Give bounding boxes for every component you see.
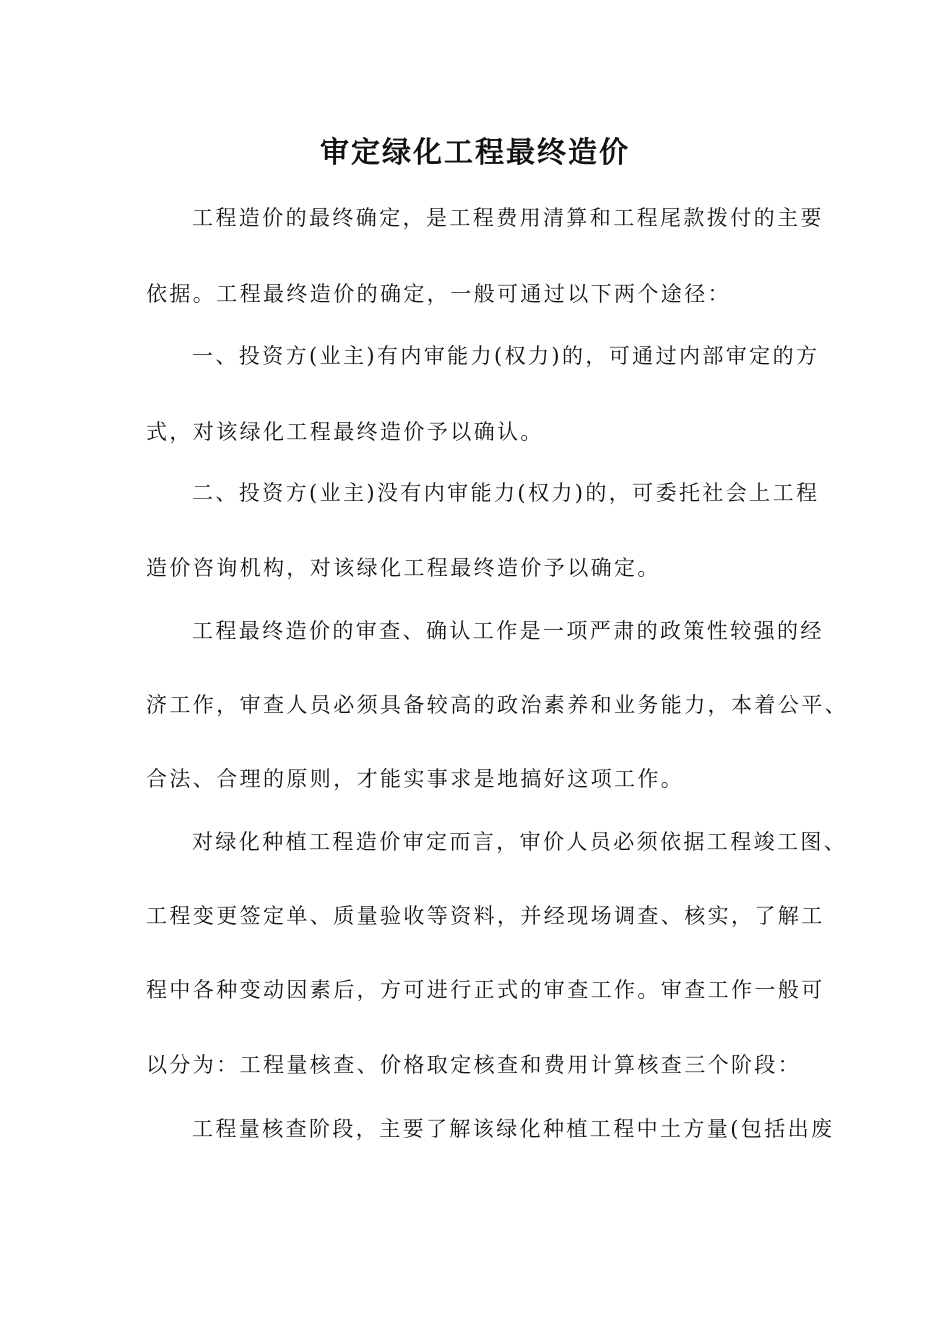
paragraph-line: 一、投资方(业主)有内审能力(权力)的，可通过内部审定的方	[192, 344, 820, 368]
paragraph-line: 合法、合理的原则，才能实事求是地搞好这项工作。	[146, 767, 685, 791]
paragraph-line: 工程变更签定单、质量验收等资料，并经现场调查、核实，了解工	[146, 904, 825, 928]
paragraph-line: 以分为：工程量核查、价格取定核查和费用计算核查三个阶段：	[146, 1053, 802, 1077]
paragraph-line: 工程最终造价的审查、确认工作是一项严肃的政策性较强的经	[192, 619, 824, 643]
paragraph-line: 程中各种变动因素后，方可进行正式的审查工作。审查工作一般可	[146, 978, 825, 1002]
paragraph-line: 依据。工程最终造价的确定，一般可通过以下两个途径：	[146, 282, 731, 306]
paragraph-line: 工程造价的最终确定，是工程费用清算和工程尾款拨付的主要	[192, 206, 824, 230]
paragraph-line: 造价咨询机构，对该绿化工程最终造价予以确定。	[146, 556, 661, 580]
paragraph-line: 式，对该绿化工程最终造价予以确认。	[146, 420, 544, 444]
paragraph-line: 对绿化种植工程造价审定而言，审价人员必须依据工程竣工图、	[192, 830, 848, 854]
paragraph-line: 济工作，审查人员必须具备较高的政治素养和业务能力，本着公平、	[146, 693, 848, 717]
paragraph-line: 工程量核查阶段，主要了解该绿化种植工程中土方量(包括出废	[192, 1117, 835, 1141]
paragraph-line: 二、投资方(业主)没有内审能力(权力)的，可委托社会上工程	[192, 481, 820, 505]
document-title: 审定绿化工程最终造价	[319, 135, 630, 169]
